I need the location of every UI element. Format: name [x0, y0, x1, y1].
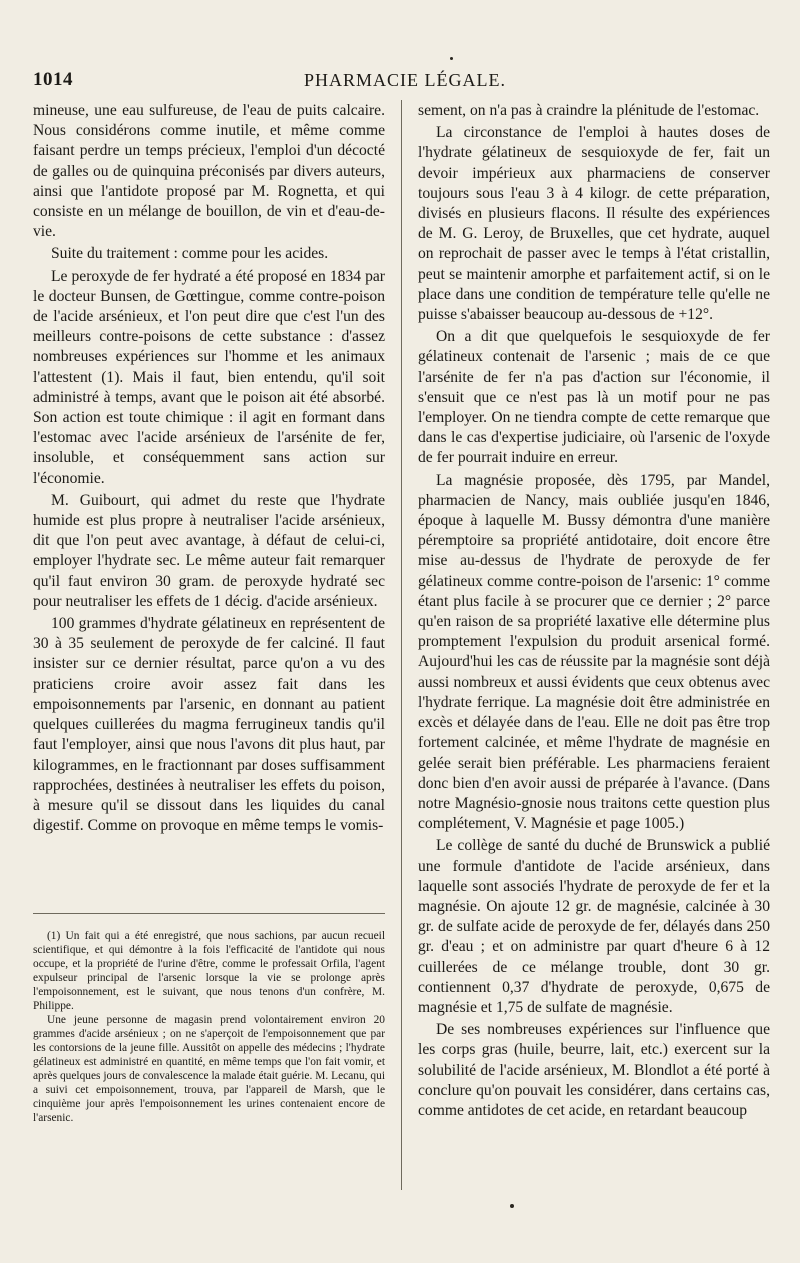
- paragraph: On a dit que quelquefois le sesquioxyde de fer gélatineux contenait de l'arsenic ; mais de ce que l'arsénite de fer n'a pas d'action sur l'économie, il s'ensuit que ce n'est pas là un motif pour ne pas l'employer. On ne tiendra compte de cette remarque que dans le cas d'expertise judiciaire, où l'arsenic de l'oxyde de fer pourrait induire en erreur.: [418, 328, 770, 467]
- footnote-divider: [33, 913, 385, 914]
- paragraph: La magnésie proposée, dès 1795, par Mandel, pharmacien de Nancy, mais oubliée jusqu'en 1846, époque à laquelle M. Bussy démontra d'une manière péremptoire sa propriété antidotaire, doit encore être mise au-dessus de l'hydrate de peroxyde de fer gélatineux comme contre-poison de l'arsenic: 1° comme étant plus facile à se procurer que ce dernier ; 2° parce qu'en raison de sa propriété laxative elle détermine plus promptement l'expulsion du produit arsenical formé. Aujourd'hui les cas de réussite par la magnésie sont déjà aussi nombreux et aussi évidents que ceux obtenus avec l'hydrate ferrique. La magnésie doit être administrée en excès et délayée dans de l'eau. Elle ne doit pas être trop fortement calcinée, et même l'hydrate de magnésie en gelée serait bien préférable. Les pharmaciens feraient donc bien d'en avoir aussi de préparée à l'avance. (Dans notre Magnésio-gnosie nous traitons cette question plus complétement, V. Magnésie et page 1005.): [418, 471, 770, 833]
- ink-speck: [450, 57, 453, 60]
- right-column: [418, 101, 770, 1121]
- footnote: (1) Un fait qui a été enregistré, que nous sachions, par aucun recueil scientifique, et qui démontre à la fois l'efficacité de l'antidote qui nous occupe, et la propriété de l'urine d'être, comme le professait Orfila, l'agent expulseur principal de l'arsenic lorsque la vie se prolonge après l'empoisonnement, est le suivant, que nous tenons d'un confrère, M. Philippe.: [33, 930, 385, 1012]
- paragraph: 100 grammes d'hydrate gélatineux en représentent de 30 à 35 seulement de peroxyde de fer calciné. Il faut insister sur ce dernier résultat, parce qu'on a vu des praticiens croire avoir assez fait dans les empoisonnements par l'arsenic, en donnant au patient quelques cuillerées du magma ferrugineux tandis qu'il faut l'employer, ainsi que nous l'avons dit plus haut, par kilogrammes, en le fractionnant par doses suffisamment rapprochées, destinées à neutraliser les effets du poison, à mesure qu'il se dissout dans les liquides du canal digestif. Comme on provoque en même temps le vomis-: [33, 615, 385, 835]
- paragraph: Le peroxyde de fer hydraté a été proposé en 1834 par le docteur Bunsen, de Gœttingue, comme contre-poison de l'acide arsénieux, et l'on peut dire que c'est l'un des meilleurs contre-poisons de cette substance : d'assez nombreuses expériences sur l'homme et les animaux l'attestent (1). Mais il faut, bien entendu, qu'il soit administré à temps, avant que le poison ait été absorbé. Son action est toute chimique : il agit en formant dans l'estomac avec l'acide arsénieux de l'arsénite de fer, insoluble, et conséquemment sans action sur l'économie.: [33, 267, 385, 487]
- left-column: [33, 101, 385, 836]
- footnotes: [33, 930, 385, 1126]
- paragraph: sement, on n'a pas à craindre la plénitude de l'estomac.: [418, 102, 760, 119]
- paragraph: De ses nombreuses expériences sur l'influence que les corps gras (huile, beurre, lait, etc.) exercent sur la solubilité de l'acide arsénieux, M. Blondlot a été porté à conclure qu'on pouvait les considérer, dans certains cas, comme antidotes de cet acide, en retardant beaucoup: [418, 1021, 770, 1119]
- paragraph: La circonstance de l'emploi à hautes doses de l'hydrate gélatineux de sesquioxyde de fer, fait un devoir impérieux aux pharmaciens de conserver toujours sous l'eau 3 à 4 kilogr. de cette préparation, divisés en plusieurs flacons. Il résulte des expériences de M. G. Leroy, de Bruxelles, que cet hydrate, auquel on reprochait de passer avec le temps à l'état cristallin, peut se maintenir amorphe et parfaitement actif, si on le place dans une condition de température telle qu'elle ne puisse s'abaisser beaucoup au-dessous de +12°.: [418, 124, 770, 324]
- paragraph: M. Guibourt, qui admet du reste que l'hydrate humide est plus propre à neutraliser l'acide arsénieux, dit que l'on peut avec avantage, à défaut de celui-ci, employer l'hydrate sec. Le même auteur fait remarquer qu'il faut environ 30 gram. de peroxyde hydraté sec pour neutraliser les effets de 1 décig. d'acide arsénieux.: [33, 491, 385, 610]
- paragraph: Suite du traitement : comme pour les acides.: [51, 245, 329, 263]
- paragraph: Le collège de santé du duché de Brunswick a publié une formule d'antidote de l'acide arsénieux, dans laquelle sont associés l'hydrate de peroxyde de fer et la magnésie. On ajoute 12 gr. de magnésie, calcinée à 30 gr. de sulfate acide de peroxyde de fer, délayés dans 250 gr. d'eau ; et on administre par quart d'heure 6 à 12 cuillerées de ce mélange trouble, dont 30 gr. contiennent 0,37 d'hydrate de peroxyde, 0,675 de magnésie et 1,75 de sulfate de magnésie.: [418, 837, 770, 1016]
- footnote: Une jeune personne de magasin prend volontairement environ 20 grammes d'acide arsénieux ; on ne s'aperçoit de l'empoisonnement que par les contorsions de la jeune fille. Aussitôt on appelle des médecins ; l'hydrate gélatineux est administré en quantité, en même temps que l'on fait vomir, et après quelques jours de convalescence la malade était guérie. M. Lecanu, qui a suivi cet empoisonnement, trouva, par l'appareil de Marsh, que le cinquième jour après l'empoisonnement les urines contenaient encore de l'arsenic.: [33, 1014, 385, 1124]
- ink-speck: [510, 1204, 514, 1208]
- paragraph: mineuse, une eau sulfureuse, de l'eau de puits calcaire. Nous considérons comme inutile, et même comme faisant perdre un temps précieux, l'emploi d'un décocté de galles ou de quinquina préconisés par divers auteurs, ainsi que l'antidote proposé par M. Rognetta, et qui consiste en un mélange de bouillon, de vin et d'eau-de-vie.: [33, 102, 385, 241]
- column-divider: [401, 100, 402, 1190]
- running-title: PHARMACIE LÉGALE.: [304, 70, 506, 90]
- page-number: 1014: [33, 69, 73, 90]
